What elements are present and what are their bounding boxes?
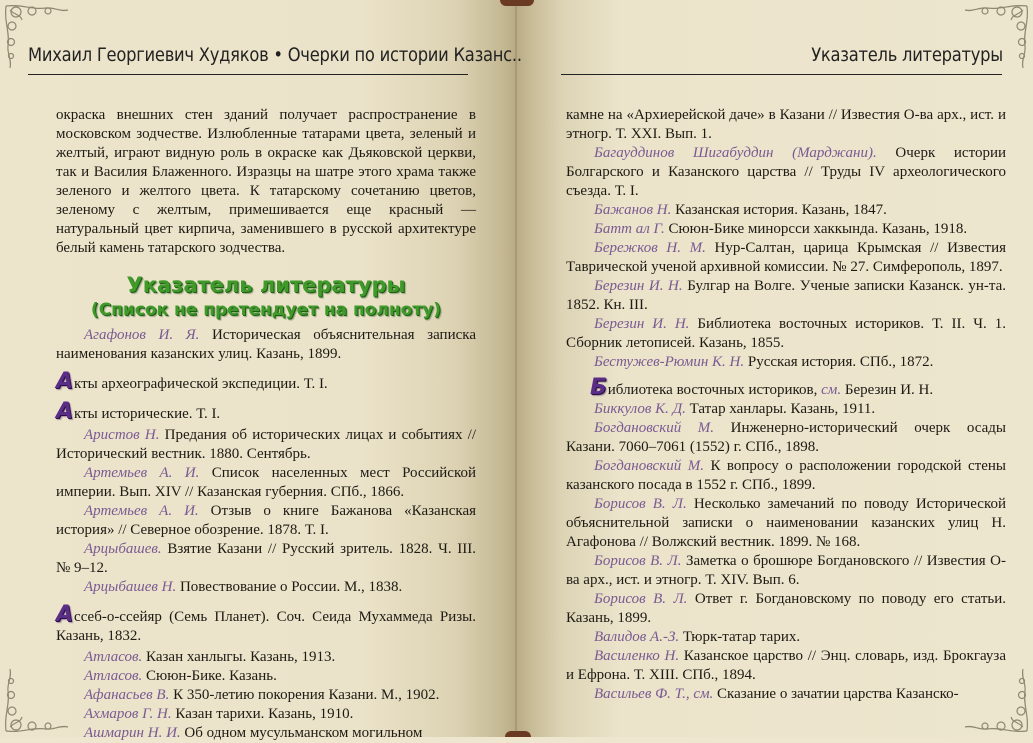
entry-author: Богдановский М.: [594, 458, 704, 474]
bibliography-entry: [56, 540, 476, 578]
entry-text: ссеб-о-ссейяр (Семь Планет). Соч. Сеида Мухаммеда Ризы. Казань, 1832.: [56, 609, 476, 644]
section-title: Указатель литературы: [126, 273, 406, 297]
bibliography-entry: [566, 353, 1006, 372]
section-subtitle: (Список не претендует на полноту): [90, 300, 442, 320]
entry-author: Бестужев-Рюмин К. Н.: [594, 354, 745, 370]
entry-text: Список населенных мест Российской империи. Вып. XIV // Казанская губерния. СПб., 1866.: [56, 465, 476, 500]
bibliography-entry: [56, 667, 476, 686]
bibliography-entry: [566, 400, 1006, 419]
entry-text: иблиотека восточных историков,: [607, 382, 818, 398]
entry-text: Булгар на Волге. Ученые записки Казанск. ун-та. 1852. Кн. III.: [566, 278, 1007, 313]
bibliography-entry: [56, 464, 476, 502]
entry-author: Валидов А.-З.: [594, 629, 680, 645]
entry-text: Казанское царство // Энц. словарь, изд. Брокгауза и Ефрона. Т. XIII. СПб., 1894.: [566, 648, 1006, 683]
bibliography-list-left: [56, 326, 476, 743]
entry-author: Атласов.: [84, 649, 143, 665]
entry-text: Ответ г. Богдановскому по поводу его статьи. Казань, 1899.: [566, 591, 1007, 626]
left-page-body: [56, 106, 476, 743]
entry-author: Батт ал Г.: [594, 221, 665, 237]
entry-text: Казанская история. Казань, 1847.: [675, 202, 887, 218]
bibliography-entry-dropcap: [566, 375, 1006, 400]
entry-author: Аристов Н.: [84, 427, 160, 443]
entry-text: Историческая объяснительная записка наименования казанских улиц. Казань, 1899.: [56, 327, 476, 362]
bibliography-entry: [566, 277, 1006, 315]
entry-author: Биккулов К. Д.: [594, 401, 686, 417]
running-head-right: Указатель литературы: [811, 44, 1003, 66]
entry-text: Несколько замечаний по поводу Исторической объяснительной записки о наименовании казанских улиц Н. Агафонова // Волжский вестник. 1899. № 168.: [566, 496, 1007, 550]
entry-author: Арцыбашев.: [84, 541, 162, 557]
bibliography-entry: [566, 628, 1006, 647]
bibliography-entry: [566, 144, 1006, 201]
bibliography-entry: [566, 201, 1006, 220]
entry-text: Тюрк-татар тарих.: [682, 629, 801, 645]
entry-text: Казан ханлыгы. Казань, 1913.: [146, 649, 336, 665]
header-rule-right: [561, 74, 1002, 75]
entry-author: Артемьев А. И.: [84, 465, 200, 481]
entry-author: Борисов В. Л.: [594, 591, 688, 607]
entry-text: Об одном мусульманском могильном: [184, 725, 423, 741]
bibliography-entry: [56, 724, 476, 743]
bookmark-ribbon-bottom: [505, 731, 531, 737]
bibliography-entry: [566, 419, 1006, 457]
entry-text: Сююн-Бике. Казань.: [146, 668, 277, 684]
entry-author: Багауддинов Шигабуддин (Марджани).: [594, 145, 877, 161]
bibliography-entry: [566, 685, 1006, 704]
bibliography-entry: [566, 495, 1006, 552]
entry-text: К вопросу о расположении городской стены казанского посада в 1552 г. СПб., 1899.: [566, 458, 1006, 493]
bibliography-entry: [56, 326, 476, 364]
entry-text: Очерк истории Болгарского и Казанского царства // Труды IV археологического съезда. Т. I.: [566, 145, 1007, 199]
bibliography-entry: [56, 705, 476, 724]
entry-author: Бережков Н. М.: [594, 240, 706, 256]
dropcap-letter: А: [56, 369, 74, 394]
entry-text: Сказание о зачатии царства Казанско-: [717, 686, 959, 702]
bibliography-entry: [566, 220, 1006, 239]
bibliography-entry: [566, 315, 1006, 353]
dropcap-letter: Б: [590, 375, 607, 400]
bibliography-entry-dropcap: [56, 602, 476, 646]
entry-text: Русская история. СПб., 1872.: [747, 354, 934, 370]
running-head-left: Михаил Георгиевич Худяков • Очерки по истории Казанс..: [28, 44, 522, 66]
entry-author: Березин И. Н.: [594, 278, 683, 294]
see-reference: см.: [821, 382, 842, 398]
entry-text: Инженерно-исторический очерк осады Казани. 7060–7061 (1552) г. СПб., 1898.: [566, 420, 1006, 455]
entry-text: Нур-Салтан, царица Крымская // Известия Таврической ученой архивной комиссии. № 27. Симферополь, 1897.: [566, 240, 1007, 275]
entry-text: Сююн-Бике минорсси хаккында. Казань, 1918.: [668, 221, 968, 237]
bibliography-entry: [56, 426, 476, 464]
bibliography-entry: [566, 647, 1006, 685]
bibliography-entry: [566, 239, 1006, 277]
entry-text: Отзыв о книге Бажанова «Казанская история» // Северное обозрение. 1878. Т. I.: [56, 503, 477, 538]
bibliography-entry: [56, 686, 476, 705]
entry-author: Ашмарин Н. И.: [84, 725, 181, 741]
bibliography-entry: [566, 457, 1006, 495]
intro-paragraph: окраска внешних стен зданий получает распространение в московском зодчестве. Излюбленные татарами цвета, зеленый и желтый, играют видную роль в окраске как Дьяковской церкви, так и Василия Блаженного. Изразцы на шатре этого храма также зеленого и желтого цвета. К татарскому сочетанию цветов, зеленому с желтым, примешивается еще красный — натуральный цвет кирпича, заменившего в русской архитектуре белый камень татарского зодчества.: [56, 107, 476, 256]
header-rule-left: [28, 74, 468, 75]
entry-author: Артемьев А. И.: [84, 503, 199, 519]
entry-author: Бажанов Н.: [594, 202, 672, 218]
entry-text: Заметка о брошюре Богдановского // Известия О-ва арх., ист. и этногр. Т. XIV. Вып. 6.: [566, 553, 1006, 588]
book-spine: [515, 0, 517, 737]
continuation-text: камне на «Архиерейской даче» в Казани // Известия О-ва арх., ист. и этногр. Т. XXI. Вып. 1.: [566, 107, 1006, 142]
bibliography-entry: [56, 648, 476, 667]
right-page-body: [566, 106, 1006, 704]
entry-author: Атласов.: [84, 668, 143, 684]
bibliography-entry: [566, 552, 1006, 590]
entry-text: Взятие Казани // Русский зритель. 1828. Ч. III. № 9–12.: [56, 541, 477, 576]
entry-author: Ахмаров Г. Н.: [84, 706, 172, 722]
bibliography-entry: [56, 578, 476, 597]
see-target: Березин И. Н.: [844, 382, 934, 398]
entry-author: Арцыбашев Н.: [84, 579, 177, 595]
entry-text: Татар ханлары. Казань, 1911.: [689, 401, 876, 417]
dropcap-letter: А: [56, 399, 74, 424]
entry-text: Предания об исторических лицах и событиях // Исторический вестник. 1880. Сентябрь.: [56, 427, 477, 462]
bibliography-entry: [56, 502, 476, 540]
entry-text: Библиотека восточных историков. Т. II. Ч. 1. Сборник летописей. Казань, 1855.: [566, 316, 1006, 351]
bibliography-entry-dropcap: [56, 399, 476, 424]
bibliography-entry: [566, 590, 1006, 628]
entry-text: К 350-летию покорения Казани. М., 1902.: [173, 687, 440, 703]
entry-author: Березин И. Н.: [594, 316, 690, 332]
entry-author: Василенко Н.: [594, 648, 680, 664]
entry-text: кты исторические. Т. I.: [74, 406, 221, 422]
bibliography-entry-dropcap: [56, 369, 476, 394]
entry-author: Богдановский М.: [594, 420, 715, 436]
bibliography-list-right: [566, 144, 1006, 704]
entry-author: Борисов В. Л.: [594, 496, 687, 512]
entry-author: Афанасьев В.: [84, 687, 170, 703]
bookmark-ribbon-top: [500, 0, 534, 6]
entry-text: Казан тарихи. Казань, 1910.: [175, 706, 354, 722]
dropcap-letter: А: [56, 602, 74, 627]
entry-author: Васильев Ф. Т., см.: [594, 686, 714, 702]
entry-author: Агафонов И. Я.: [84, 327, 200, 343]
entry-text: кты археографической экспедиции. Т. I.: [74, 376, 328, 392]
entry-text: Повествование о России. М., 1838.: [179, 579, 403, 595]
entry-author: Борисов В. Л.: [594, 553, 682, 569]
